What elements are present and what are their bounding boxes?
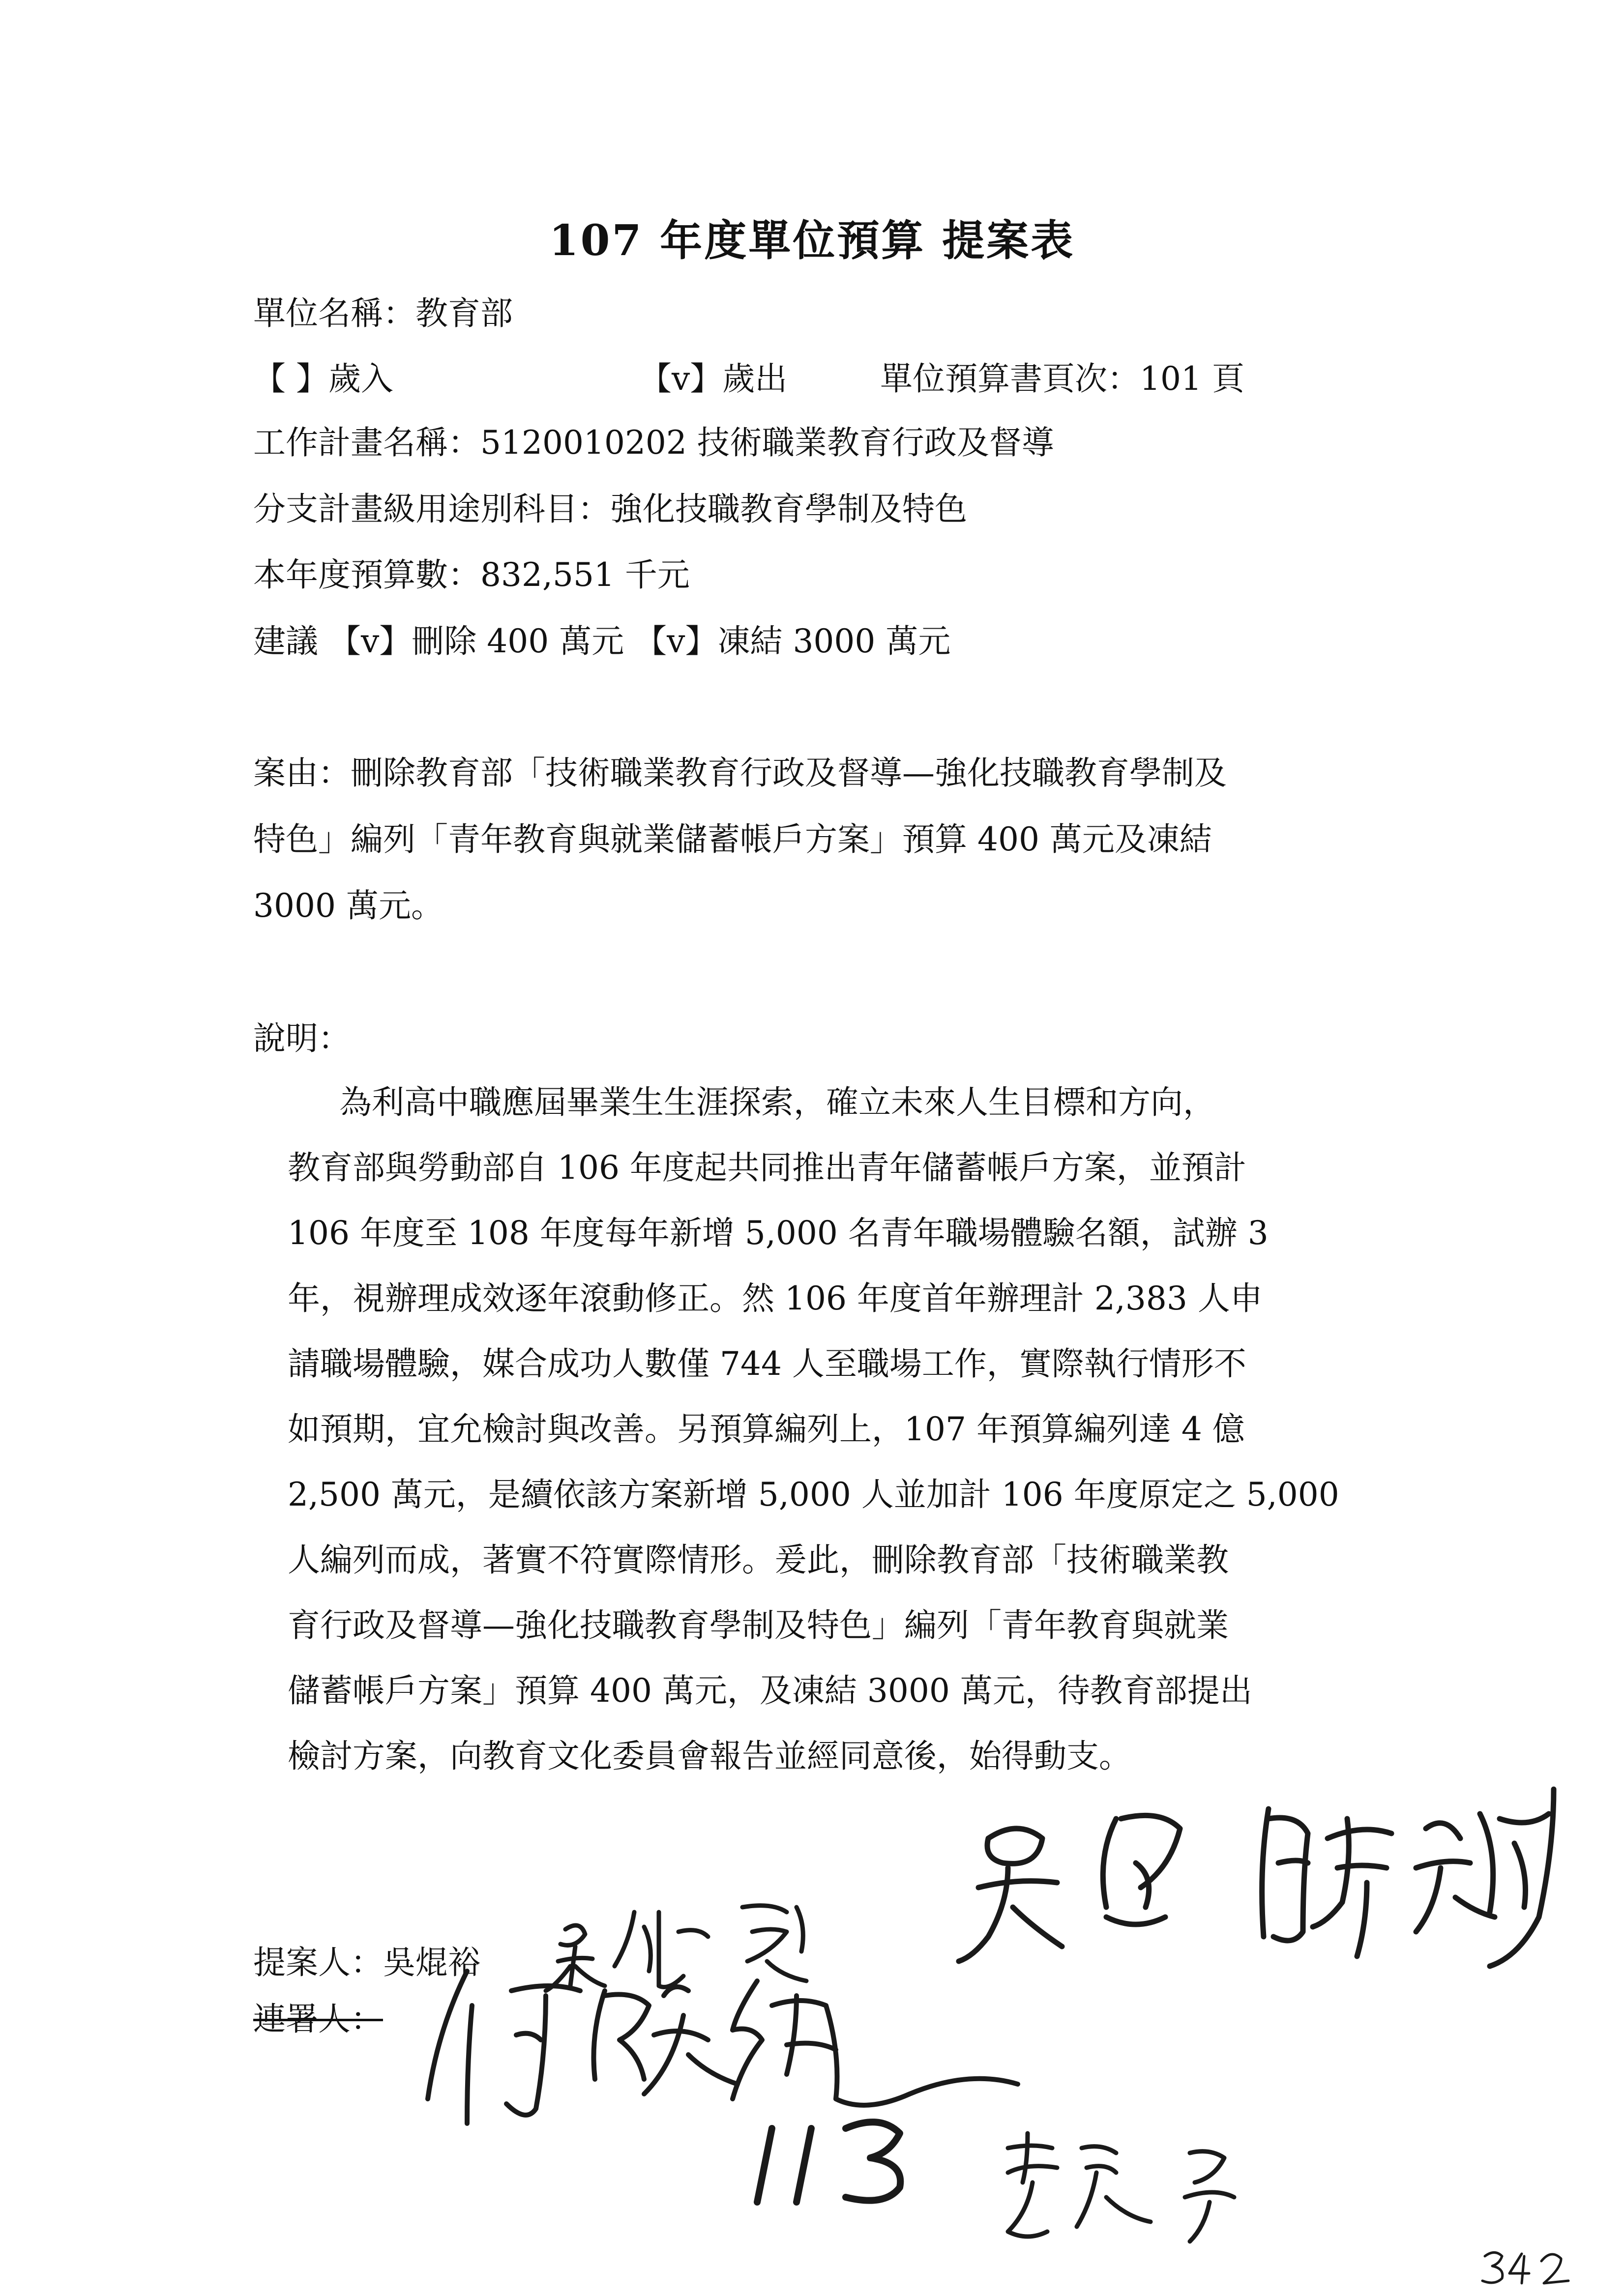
work-plan: 工作計畫名稱：5120010202 技術職業教育行政及督導 xyxy=(253,424,1054,462)
page-title: 107 年度單位預算 提案表 xyxy=(549,216,1075,265)
expense-option: 【v】歲出 xyxy=(639,360,788,398)
signature-3 xyxy=(428,1971,1018,2123)
page-number-value xyxy=(1485,2256,1486,2257)
handwritten-113 xyxy=(757,2122,900,2202)
explanation-line: 如預期，宜允檢討與改善。另預算編列上，107 年預算編列達 4 億 xyxy=(288,1410,1245,1448)
explanation-line: 106 年度至 108 年度每年新增 5,000 名青年職場體驗名額，試辦 3 xyxy=(288,1214,1269,1252)
proposer-label: 提案人：吳焜裕 xyxy=(253,1944,480,1981)
reason-line: 3000 萬元。 xyxy=(253,887,443,925)
explanation-line: 檢討方案，向教育文化委員會報告並經同意後，始得動支。 xyxy=(288,1737,1131,1775)
handwritten-number-value xyxy=(757,2133,758,2134)
page-number-mark xyxy=(1482,2253,1568,2284)
budget-page-ref: 單位預算書頁次：101 頁 xyxy=(880,360,1244,398)
explanation-label: 說明： xyxy=(253,1019,351,1057)
signature-2 xyxy=(959,1789,1554,1966)
explanation-line: 2,500 萬元，是續依該方案新增 5,000 人並加計 106 年度原定之 5,000 xyxy=(288,1476,1339,1513)
signature-1 xyxy=(546,1906,806,1991)
signature-4 xyxy=(1008,2133,1234,2241)
explanation-line: 請職場體驗，媒合成功人數僅 744 人至職場工作，實際執行情形不 xyxy=(288,1345,1246,1383)
unit-name: 單位名稱：教育部 xyxy=(253,294,513,332)
revenue-option: 【 】歲入 xyxy=(253,360,393,398)
explanation-line: 儲蓄帳戶方案」預算 400 萬元，及凍結 3000 萬元，待教育部提出 xyxy=(288,1672,1252,1710)
annual-budget: 本年度預算數：832,551 千元 xyxy=(253,556,690,594)
explanation-line: 人編列而成，著實不符實際情形。爰此，刪除教育部「技術職業教 xyxy=(288,1541,1229,1579)
suggestion: 建議 【v】刪除 400 萬元 【v】凍結 3000 萬元 xyxy=(253,622,951,660)
explanation-line: 育行政及督導—強化技職教育學制及特色」編列「青年教育與就業 xyxy=(288,1606,1229,1644)
reason-line: 案由：刪除教育部「技術職業教育行政及督導—強化技職教育學制及 xyxy=(253,754,1227,792)
explanation-line: 教育部與勞動部自 106 年度起共同推出青年儲蓄帳戶方案，並預計 xyxy=(288,1149,1246,1187)
reason-line: 特色」編列「青年教育與就業儲蓄帳戶方案」預算 400 萬元及凍結 xyxy=(253,820,1212,858)
cosigner-label: 連署人： xyxy=(253,2000,383,2038)
sub-plan: 分支計畫級用途別科目：強化技職教育學制及特色 xyxy=(253,490,967,528)
explanation-line: 年，視辦理成效逐年滾動修正。然 106 年度首年辦理計 2,383 人申 xyxy=(288,1279,1263,1317)
explanation-line: 為利高中職應屆畢業生生涯探索，確立未來人生目標和方向， xyxy=(339,1083,1215,1121)
